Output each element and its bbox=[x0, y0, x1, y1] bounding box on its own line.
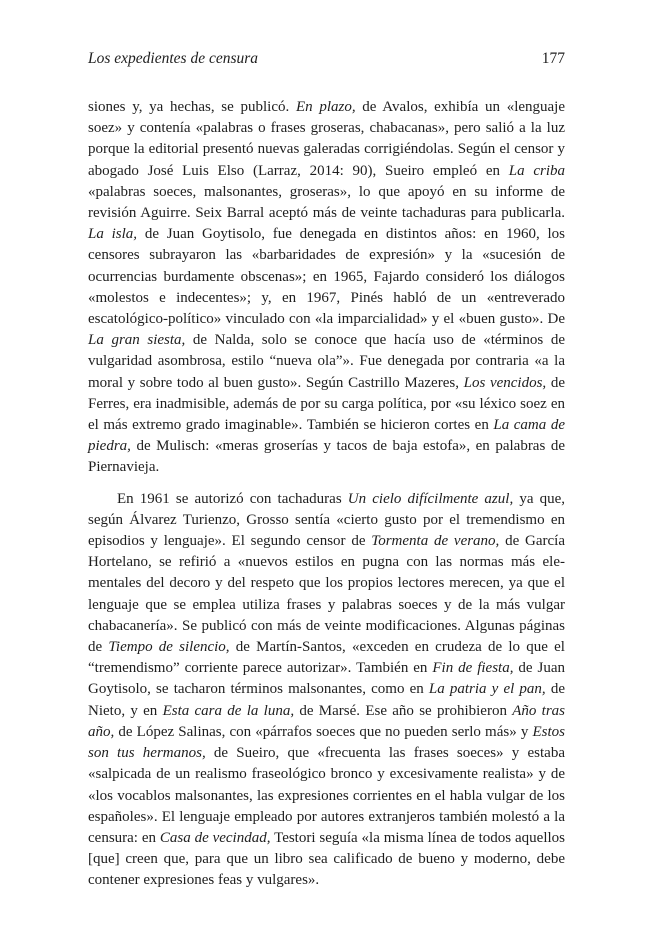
book-title-italic: Fin de fiesta, bbox=[432, 660, 514, 677]
book-title-italic: Tiempo de silencio, bbox=[108, 639, 230, 656]
text-run: de Sueiro, que «frecuenta las frases soeces» y estaba «salpicada de un realismo fraseológico bronco y excesivamente realista» y de «los vocablos malsonantes, las expresiones corrientes en el habla vulgar de los españoles». El lenguaje empleado por autores extranjeros también molestó a la censura: en bbox=[88, 745, 565, 846]
paragraph bbox=[88, 97, 565, 479]
text-run: de Juan Goytisolo, fue denegada en distintos años: en 1960, los censores subrayaron las «barbaridades de expresión» y la «sucesión de ocurrencias burdamente obscenas»; en 1965, Fajardo consideró los diálogos «molestos e indecentes»; y, en 1967, Pinés habló de un «entreverado escatológico-político» vinculado con «la imparcialidad» y el «buen gusto». De bbox=[88, 226, 566, 328]
running-head bbox=[88, 50, 565, 72]
text-run: ya que, según Álvarez Turienzo, Grosso sentía «cierto gusto por el tremendismo en episodios y lenguaje». El segundo censor de bbox=[88, 490, 565, 550]
book-title-italic: La cama de piedra, bbox=[88, 417, 565, 455]
text-run: de Mulisch: «meras groserías y tacos de baja estofa», en palabras de Piernavieja. bbox=[88, 438, 565, 476]
book-title-italic: Esta cara de la luna, bbox=[162, 702, 295, 719]
book-title-italic: Casa de vecindad, bbox=[159, 829, 271, 846]
text-run: de Martín-Santos, «exceden en crudeza de lo que el “tremendismo” corriente parece autorizar». También en bbox=[88, 639, 565, 677]
book-title-italic: La isla, bbox=[88, 226, 138, 243]
body-text bbox=[88, 97, 565, 892]
text-run: siones y, ya hechas, se publicó. bbox=[88, 99, 296, 115]
book-title-italic: En plazo, bbox=[295, 99, 356, 115]
book-title-italic: Estos son tus hermanos, bbox=[88, 723, 565, 762]
text-run: de Nalda, solo se conoce que hacía uso de «términos de vulgaridad asombrosa, estilo “nueva ola”». Fue denegada por contraria «a la moral y sobre todo al buen gusto». Según Castrillo Mazeres, bbox=[88, 332, 565, 391]
text-run: de García Hortelano, se refirió a «nuevos estilos en pugna con las normas más elementales del decoro y del respeto que los propios lectores merecen, ya que el lenguaje que se emplea utiliza frases y palabras soeces y de la más vulgar chabacanería». Se publicó con más de veinte modificaciones. Algunas páginas de bbox=[88, 533, 565, 656]
book-title-italic: Tormenta de verano, bbox=[371, 533, 500, 550]
paragraph bbox=[88, 489, 565, 892]
text-run: En 1961 se autorizó con tachaduras bbox=[117, 490, 348, 507]
book-title-italic: Año tras año, bbox=[88, 702, 566, 740]
text-run: de Marsé. Ese año se prohibieron bbox=[294, 702, 513, 719]
page-number: 177 bbox=[541, 50, 565, 67]
book-title-italic: Un cielo difícilmente azul, bbox=[347, 490, 514, 507]
running-title: Los expedientes de censura bbox=[88, 50, 259, 67]
book-title-italic: La gran siesta, bbox=[88, 332, 186, 349]
text-run: Testori seguía «la misma línea de todos aquellos [que] creen que, para que un libro sea calificado de bueno y moderno, debe contener expresiones feas y vulgares». bbox=[88, 829, 565, 889]
book-title-italic: La criba bbox=[508, 162, 565, 179]
book-title-italic: La patria y el pan, bbox=[428, 681, 546, 698]
text-run: de Avalos, exhibía un «lenguaje soez» y contenía «palabras o frases groseras, chabacanas», pero salió a la luz porque la editorial presentó nuevas galeradas corrigiéndolas. Según el censor y abogado José Luis Elso (Larraz, 2014: 90), Sueiro empleó en bbox=[88, 99, 566, 179]
text-run: de Ferres, era inadmisible, además de por su carga política, por «su léxico soez en el más extremo grado imaginable». También se hicieron cortes en bbox=[88, 374, 565, 434]
text-run: «palabras soeces, malsonantes, groseras», lo que apoyó en su informe de revisión Aguirre. Seix Barral aceptó más de veinte tachaduras para publicarla. bbox=[88, 183, 565, 222]
text-run: de Juan Goytisolo, se tacharon términos malsonantes, como en bbox=[88, 660, 565, 698]
text-run: de Nieto, y en bbox=[88, 681, 565, 719]
book-title-italic: Los vencidos, bbox=[463, 374, 547, 391]
text-run: de López Salinas, con «párrafos soeces que no pueden serlo más» y bbox=[114, 723, 533, 740]
